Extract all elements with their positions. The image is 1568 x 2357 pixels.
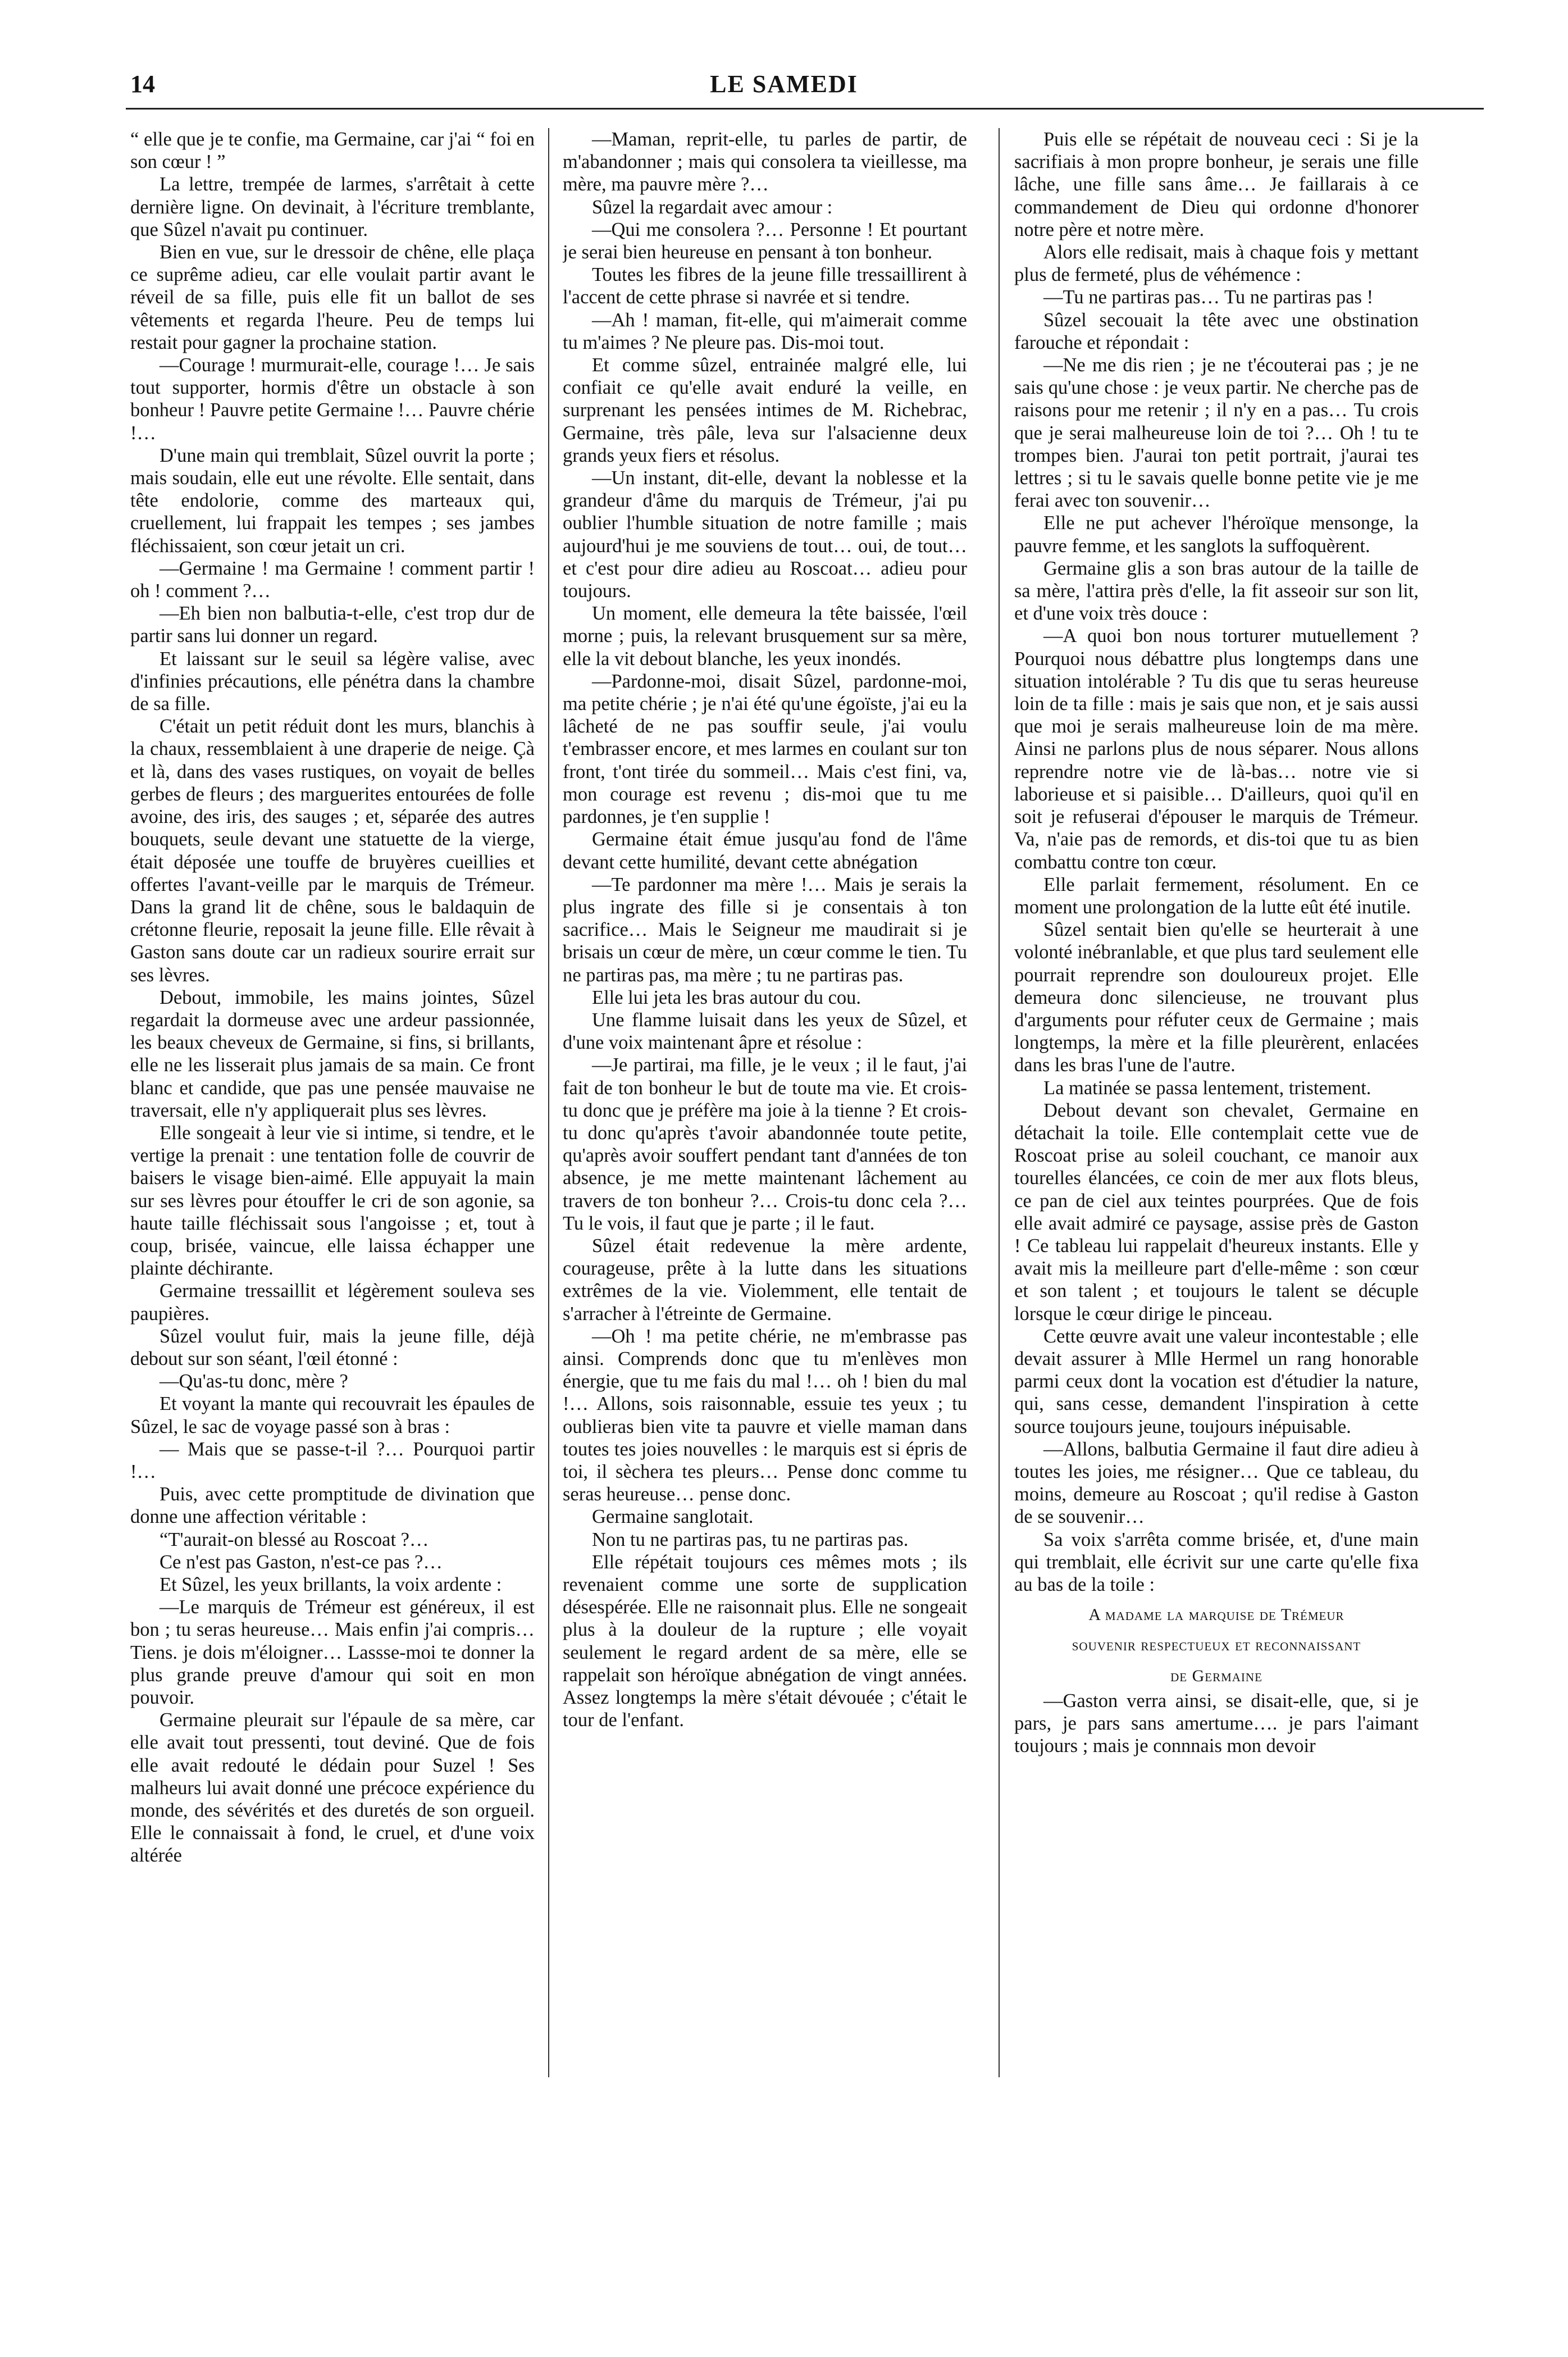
paragraph: Ce n'est pas Gaston, n'est-ce pas ?… <box>159 1551 443 1573</box>
paragraph: —Maman, reprit-elle, tu parles de partir, de m'abandonner ; mais qui consolera ta vieillesse, ma mère, ma pauvre mère ?… <box>563 129 967 195</box>
paragraph: —Allons, balbutia Germaine il faut dire adieu à toutes les joies, me résigner… Que ce tableau, du moins, demeure au Roscoat ; qu'il redise à Gaston de se souvenir… <box>1014 1438 1419 1528</box>
paragraph: —Te pardonner ma mère !… Mais je serais la plus ingrate des fille si je consentais à ton sacrifice… Mais le Seigneur me maudirait si je brisais un cœur de mère, un cœur comme le tien. Tu ne partiras pas, ma mère ; tu ne partiras pas. <box>563 873 967 986</box>
paragraph: Alors elle redisait, mais à chaque fois y mettant plus de fermeté, plus de véhémence : <box>1014 242 1419 286</box>
paragraph: —A quoi bon nous torturer mutuellement ? Pourquoi nous débattre plus longtemps dans une situation intolérable ? Tu dis que tu seras heureuse loin de ta fille : mais je sais que non, et je sais aussi que moi je serais malheureuse loin de ma mère. Ainsi ne parlons plus de nous séparer. Nous allons reprendre notre vie de là-bas… notre vie si laborieuse et si paisible… D'ailleurs, quoi qu'il en soit je refuserai d'épouser le marquis de Trémeur. Va, n'aie pas de remords, et dis-toi que tu as bien combattu contre ton cœur. <box>1014 625 1419 873</box>
paragraph: Germaine glis a son bras autour de la taille de sa mère, l'attira près d'elle, la fit asseoir sur son lit, et d'une voix très douce : <box>1014 557 1419 625</box>
paragraph: —Gaston verra ainsi, se disait-elle, que, si je pars, je pars sans amertume…. je pars l'aimant toujours ; mais je connnais mon devoir <box>1014 1690 1419 1757</box>
paragraph: Elle ne put achever l'héroïque mensonge, la pauvre femme, et les sanglots la suffoquèrent. <box>1014 512 1419 557</box>
paragraph: —Ah ! maman, fit-elle, qui m'aimerait comme tu m'aimes ? Ne pleure pas. Dis-moi tout. <box>563 309 967 353</box>
paragraph: Sûzel la regardait avec amour : <box>592 196 833 218</box>
paragraph: Non tu ne partiras pas, tu ne partiras pas. <box>592 1528 909 1550</box>
column-rule <box>999 128 1000 2077</box>
paragraph: —Germaine ! ma Germaine ! comment partir ! oh ! comment ?… <box>130 557 535 602</box>
paragraph: Et voyant la mante qui recouvrait les épaules de Sûzel, le sac de voyage passé son à bras : <box>130 1393 535 1437</box>
paragraph: Un moment, elle demeura la tête baissée, l'œil morne ; puis, la relevant brusquement sur sa mère, elle la vit debout blanche, les yeux inondés. <box>563 603 967 670</box>
paragraph: Puis elle se répétait de nouveau ceci : Si je la sacrifiais à mon propre bonheur, je serais une fille lâche, une fille sans âme… Je faillarais à ce commandement de Dieu qui ordonne d'honorer notre père et notre mère. <box>1014 129 1419 240</box>
paragraph: Elle parlait fermement, résolument. En ce moment une prolongation de la lutte eût été inutile. <box>1014 873 1419 918</box>
paragraph: —Qui me consolera ?… Personne ! Et pourtant je serai bien heureuse en pensant à ton bonheur. <box>563 219 967 263</box>
paragraph: Et comme sûzel, entrainée malgré elle, lui confiait ce qu'elle avait enduré la veille, en surprenant les pensées intimes de M. Richebrac, Germaine, très pâle, leva sur l'alsacienne deux grands yeux fiers et résolus. <box>563 354 967 466</box>
paragraph: C'était un petit réduit dont les murs, blanchis à la chaux, ressemblaient à une draperie de neige. Çà et là, dans des vases rustiques, on voyait de belles gerbes de fleurs ; des marguerites entourées de folle avoine, des iris, des sauges ; et, séparée des autres bouquets, seule devant une statuette de la vierge, était déposée une touffe de bruyères cueillies et offertes l'avant-veille par le marquis de Trémeur. Dans la grand lit de chêne, sous le baldaquin de crétonne fleurie, reposait la jeune fille. Elle rêvait à Gaston sans doute car un radieux sourire errait sur ses lèvres. <box>130 716 535 986</box>
paragraph: Sûzel était redevenue la mère ardente, courageuse, prête à la lutte dans les situations extrêmes de la vie. Violemment, elle tentait de s'arracher à l'étreinte de Germaine. <box>563 1235 967 1325</box>
paragraph: “ elle que je te confie, ma Germaine, car j'ai “ foi en son cœur ! ” <box>130 129 535 173</box>
paragraph: Et laissant sur le seuil sa légère valise, avec d'infinies précautions, elle pénétra dans la chambre de sa fille. <box>130 648 535 715</box>
paragraph: Germaine sanglotait. <box>592 1506 754 1528</box>
paragraph: La lettre, trempée de larmes, s'arrêtait à cette dernière ligne. On devinait, à l'écriture tremblante, que Sûzel n'avait pu continuer. <box>130 174 535 240</box>
text-column-2 <box>563 128 967 2087</box>
paragraph: —Un instant, dit-elle, devant la noblesse et la grandeur d'âme du marquis de Trémeur, j'ai pu oublier l'humble situation de notre famille ; mais aujourd'hui je me souviens de tout… oui, de tout… et c'est pour dire adieu au Roscoat… adieu pour toujours. <box>563 467 967 602</box>
paragraph: —Qu'as-tu donc, mère ? <box>159 1371 348 1393</box>
header-rule <box>126 108 1484 110</box>
paragraph: —Je partirai, ma fille, je le veux ; il le faut, j'ai fait de ton bonheur le but de toute ma vie. Et crois-tu donc que je préfère ma joie à la tienne ? Et crois-tu donc qu'après t'avoir abandonnée toute petite, qu'après avoir souffert pendant tant d'années de ton absence, je me mette maintenant lâchement au travers de ton bonheur ?… Crois-tu donc cela ?… Tu le vois, il faut que je parte ; il le faut. <box>563 1054 967 1234</box>
paragraph: Puis, avec cette promptitude de divination que donne une affection véritable : <box>130 1484 535 1528</box>
column-rule <box>548 128 549 2077</box>
paragraph: —Courage ! murmurait-elle, courage !… Je sais tout supporter, hormis d'être un obstacle à son bonheur ! Pauvre petite Germaine !… Pauvre chérie !… <box>130 354 535 444</box>
paragraph: —Eh bien non balbutia-t-elle, c'est trop dur de partir sans lui donner un regard. <box>130 603 535 647</box>
dedication-line: souvenir respectueux et reconnaissant <box>1072 1636 1361 1655</box>
paragraph: La matinée se passa lentement, tristement. <box>1043 1077 1371 1099</box>
paragraph: —Pardonne-moi, disait Sûzel, pardonne-moi, ma petite chérie ; je n'ai été qu'une égoïste, j'ai eu la lâcheté de ne pas souffir seule, j'ai voulu t'embrasser encore, et mes larmes en coulant sur ton front, t'ont tirée du sommeil… Mais c'est fini, va, mon courage est revenu ; dis-moi que tu me pardonnes, je t'en supplie ! <box>563 670 967 828</box>
paragraph: Et Sûzel, les yeux brillants, la voix ardente : <box>159 1574 502 1595</box>
paragraph: Debout, immobile, les mains jointes, Sûzel regardait la dormeuse avec une ardeur passionnée, les beaux cheveux de Germaine, si fins, si brillants, elle ne les lisserait plus jamais de sa main. Ce front blanc et candide, que pas une pensée mauvaise ne traversait, elle n'y appliquerait plus ses lèvres. <box>130 986 535 1121</box>
paragraph: Sûzel secouait la tête avec une obstination farouche et répondait : <box>1014 309 1419 353</box>
paragraph: D'une main qui tremblait, Sûzel ouvrit la porte ; mais soudain, elle eut une révolte. Elle sentait, dans tête endolorie, comme des marteaux qui, cruellement, lui frappait les tempes ; ses jambes fléchissaient, son cœur jetait un cri. <box>130 444 535 557</box>
paragraph: Sûzel voulut fuir, mais la jeune fille, déjà debout sur son séant, l'œil étonné : <box>130 1325 535 1369</box>
paragraph: Germaine tressaillit et légèrement souleva ses paupières. <box>130 1280 535 1325</box>
paragraph: Elle lui jeta les bras autour du cou. <box>592 986 862 1008</box>
dedication-line: A madame la marquise de Trémeur <box>1088 1605 1344 1625</box>
paragraph: Debout devant son chevalet, Germaine en détachait la toile. Elle contemplait cette vue de Roscoat prise au soleil couchant, ce manoir aux tourelles élancées, ce coin de mer aux flots bleus, ce pan de ciel aux teintes pourprées. Que de fois elle avait admiré ce paysage, assise près de Gaston ! Ce tableau lui rappelait d'heureux instants. Elle y avait mis la meilleure part d'elle-même : son cœur et son talent ; et toujours le talent se décuple lorsque le cœur dirige le pinceau. <box>1014 1099 1419 1325</box>
paragraph: Toutes les fibres de la jeune fille tressaillirent à l'accent de cette phrase si navrée et si tendre. <box>563 264 967 308</box>
paragraph: “T'aurait-on blessé au Roscoat ?… <box>159 1528 429 1550</box>
dedication-line: de Germaine <box>1170 1666 1262 1685</box>
paragraph: Cette œuvre avait une valeur incontestable ; elle devait assurer à Mlle Hermel un rang honorable parmi ceux dont la vocation est d'étudier la nature, qui, sans cesse, demandent l'inspiration à cette source toujours jeune, toujours inépuisable. <box>1014 1325 1419 1437</box>
paragraph: —Oh ! ma petite chérie, ne m'embrasse pas ainsi. Comprends donc que tu m'enlèves mon énergie, que tu me fais du mal !… oh ! bien du mal !… Allons, sois raisonnable, essuie tes yeux ; tu oublieras bien vite ta pauvre et vielle maman dans toutes tes joies nouvelles : le marquis est si épris de toi, il sèchera tes pleurs… Pense donc comme tu seras heureuse… pense donc. <box>563 1325 967 1505</box>
text-column-3 <box>1014 128 1419 2049</box>
paragraph: Bien en vue, sur le dressoir de chêne, elle plaça ce suprême adieu, car elle voulait partir avant le réveil de sa fille, puis elle fit un ballot de ses vêtements et regarda l'heure. Peu de temps lui restait pour gagner la prochaine station. <box>130 242 535 353</box>
paragraph: Elle songeait à leur vie si intime, si tendre, et le vertige la prenait : une tentation folle de couvrir de baisers le visage bien-aimé. Elle appuyait la main sur ses lèvres pour étouffer le cri de son agonie, sa haute taille fléchissait sous l'angoisse ; et, tout à coup, brisée, vaincue, elle laissa échapper une plainte déchirante. <box>130 1122 535 1280</box>
paragraph: Sûzel sentait bien qu'elle se heurterait à une volonté inébranlable, et que plus tard seulement elle pourrait reprendre son douloureux projet. Elle demeura donc silencieuse, ne trouvant plus d'arguments pour réfuter ceux de Germaine ; mais longtemps, la mère et la fille pleurèrent, enlacées dans les bras l'une de l'autre. <box>1014 919 1419 1076</box>
paragraph: —Ne me dis rien ; je ne t'écouterai pas ; je ne sais qu'une chose : je veux partir. Ne cherche pas de raisons pour me retenir ; il n'y en a pas… Tu crois que je serai malheureuse loin de toi ?… Oh ! tu te trompes bien. J'aurai ton petit portrait, j'aurai tes lettres ; si tu le savais quelle bonne petite vie je me ferai avec ton souvenir… <box>1014 354 1419 512</box>
paragraph: Une flamme luisait dans les yeux de Sûzel, et d'une voix maintenant âpre et résolue : <box>563 1009 967 1054</box>
running-head: LE SAMEDI <box>710 70 858 98</box>
text-column-1 <box>130 128 535 2077</box>
paragraph: Elle répétait toujours ces mêmes mots ; ils revenaient comme une sorte de supplication désespérée. Elle ne raisonnait plus. Elle ne songeait plus à la douleur de la rupture ; elle voyait seulement le regard ardent de sa mère, elle se rappelait son héroïque abnégation de vingt années. Assez longtemps la mère s'était dévouée ; c'était le tour de l'enfant. <box>563 1551 967 1731</box>
paragraph: — Mais que se passe-t-il ?… Pourquoi partir !… <box>130 1438 535 1482</box>
paragraph: —Tu ne partiras pas… Tu ne partiras pas ! <box>1043 286 1374 308</box>
paragraph: Germaine était émue jusqu'au fond de l'âme devant cette humilité, devant cette abnégation <box>563 829 967 873</box>
paragraph: —Le marquis de Trémeur est généreux, il est bon ; tu seras heureuse… Mais enfin j'ai compris… Tiens. je dois m'éloigner… Lassse-moi te donner la plus grande preuve d'amour qui soit en mon pouvoir. <box>130 1596 535 1709</box>
paragraph: Germaine pleurait sur l'épaule de sa mère, car elle avait tout pressenti, tout deviné. Que de fois elle avait redouté le dédain pour Suzel ! Ses malheurs lui avait donné une précoce expérience du monde, des sévérités et des duretés de son orgueil. Elle le connaissait à fond, le cruel, et d'une voix altérée <box>130 1709 535 1867</box>
page-number: 14 <box>130 70 155 98</box>
paragraph: Sa voix s'arrêta comme brisée, et, d'une main qui tremblait, elle écrivit sur une carte qu'elle fixa au bas de la toile : <box>1014 1528 1419 1595</box>
